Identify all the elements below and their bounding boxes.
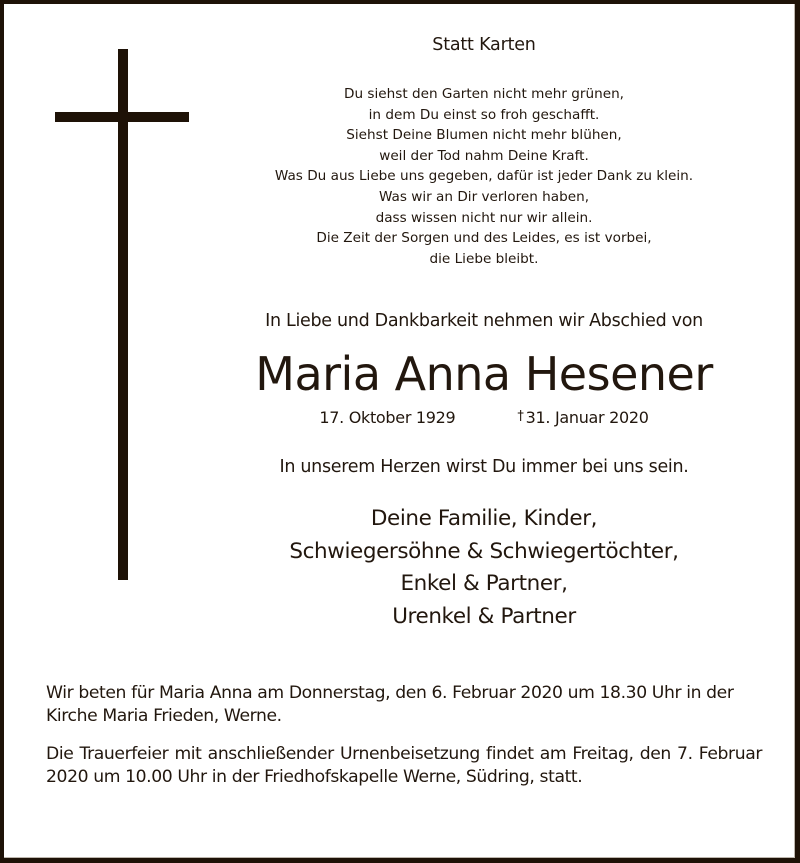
- prayer-note: [46, 682, 762, 727]
- cross-horizontal-beam: [55, 112, 189, 122]
- deceased-name: Maria Anna Hesener: [255, 347, 713, 401]
- death-date: 31. Januar 2020: [525, 408, 649, 427]
- poem-line: weil der Tod nahm Deine Kraft.: [379, 147, 589, 164]
- signer-line: Enkel & Partner,: [400, 571, 568, 596]
- signer-line: Deine Familie, Kinder,: [370, 506, 598, 531]
- heading-statt-karten: Statt Karten: [432, 35, 536, 55]
- dagger-icon: †: [517, 409, 524, 424]
- signers: [234, 503, 734, 633]
- funeral-note: [46, 743, 762, 788]
- poem-line: Die Zeit der Sorgen und des Leides, es ist vorbei,: [316, 230, 652, 247]
- poem-line: dass wissen nicht nur wir allein.: [375, 209, 593, 226]
- poem-line: Du siehst den Garten nicht mehr grünen,: [344, 86, 624, 102]
- farewell-intro: In Liebe und Dankbarkeit nehmen wir Abschied von: [265, 311, 703, 331]
- prayer-note-text: Wir beten für Maria Anna am Donnerstag, den 6. Februar 2020 um 18.30 Uhr in der Kirche Maria Frieden, Werne.: [46, 683, 734, 726]
- poem-line: Was Du aus Liebe uns gegeben, dafür ist jeder Dank zu klein.: [274, 168, 694, 185]
- funeral-note-text: Die Trauerfeier mit anschließender Urnenbeisetzung findet am Freitag, den 7. Februar 2020 um 10.00 Uhr in der Friedhofskapelle Werne, Südring, statt.: [46, 744, 762, 787]
- signer-line: Schwiegersöhne & Schwiegertöchter,: [289, 538, 679, 564]
- poem-line: die Liebe bleibt.: [429, 250, 539, 267]
- life-dates: [234, 408, 734, 427]
- poem-line: Was wir an Dir verloren haben,: [378, 188, 590, 205]
- motto: In unserem Herzen wirst Du immer bei uns sein.: [279, 457, 689, 477]
- poem: [234, 84, 734, 269]
- cross-vertical-beam: [118, 49, 128, 580]
- birth-date: 17. Oktober 1929: [319, 408, 456, 427]
- poem-line: Siehst Deine Blumen nicht mehr blühen,: [346, 127, 622, 144]
- notice-page: [4, 4, 795, 858]
- poem-line: in dem Du einst so froh geschafft.: [368, 106, 600, 123]
- signer-line: Urenkel & Partner: [392, 603, 576, 629]
